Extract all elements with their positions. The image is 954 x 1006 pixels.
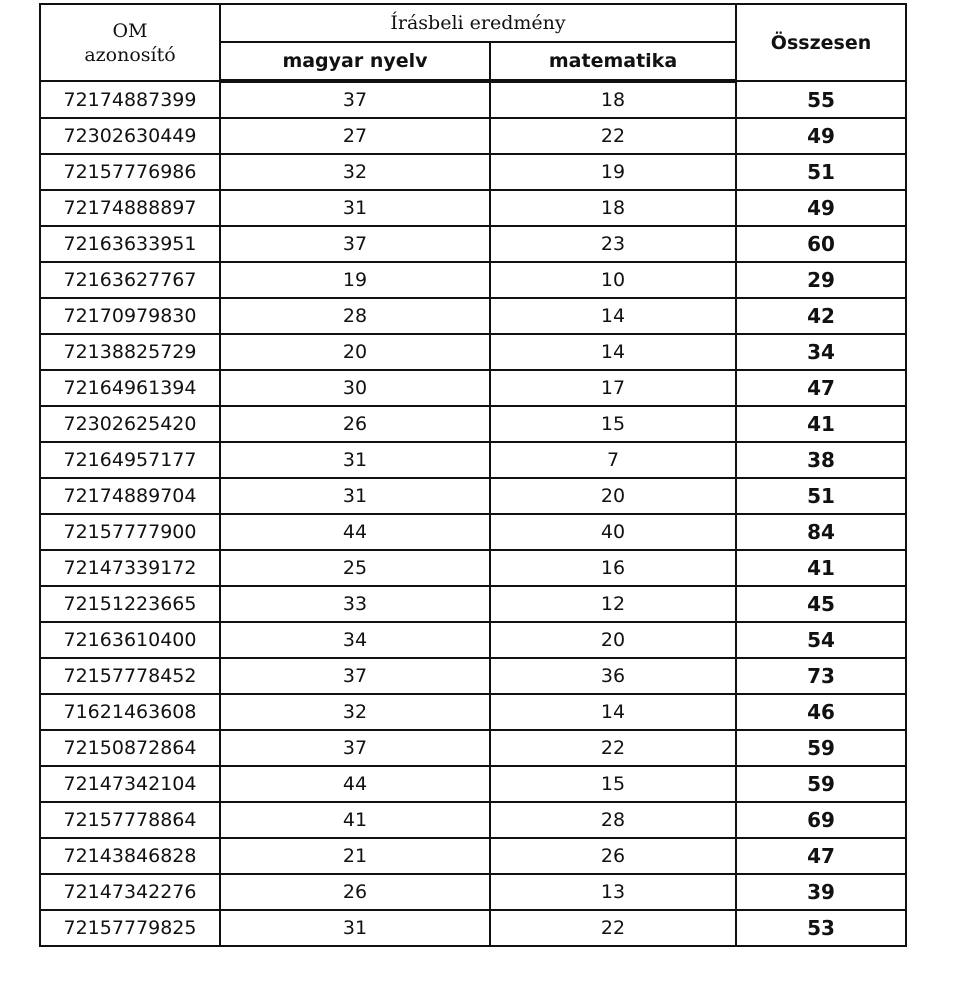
total-score-cell: 45 [736, 586, 906, 622]
math-score-cell: 19 [490, 154, 736, 190]
math-score-cell: 16 [490, 550, 736, 586]
math-score-cell: 13 [490, 874, 736, 910]
table-row [40, 298, 906, 334]
math-score-cell: 26 [490, 838, 736, 874]
total-score-cell: 69 [736, 802, 906, 838]
results-table-container [39, 3, 905, 947]
total-score-cell: 34 [736, 334, 906, 370]
table-row [40, 262, 906, 298]
total-score-cell: 84 [736, 514, 906, 550]
om-id-cell: 72174888897 [40, 190, 220, 226]
om-id-cell: 72157778452 [40, 658, 220, 694]
total-header: Összesen [736, 4, 906, 81]
hungarian-score-cell: 41 [220, 802, 490, 838]
table-row [40, 190, 906, 226]
total-score-cell: 46 [736, 694, 906, 730]
math-score-cell: 22 [490, 730, 736, 766]
total-score-cell: 29 [736, 262, 906, 298]
table-header [40, 4, 906, 81]
hungarian-score-cell: 32 [220, 694, 490, 730]
hungarian-score-cell: 21 [220, 838, 490, 874]
om-id-cell: 72150872864 [40, 730, 220, 766]
math-score-cell: 10 [490, 262, 736, 298]
table-row [40, 658, 906, 694]
table-row [40, 118, 906, 154]
hungarian-score-cell: 19 [220, 262, 490, 298]
results-table [39, 3, 907, 947]
math-score-cell: 15 [490, 766, 736, 802]
om-id-cell: 72147339172 [40, 550, 220, 586]
om-id-cell: 72157776986 [40, 154, 220, 190]
math-score-cell: 14 [490, 694, 736, 730]
table-row [40, 442, 906, 478]
total-score-cell: 39 [736, 874, 906, 910]
table-row [40, 838, 906, 874]
hungarian-score-cell: 37 [220, 226, 490, 262]
math-score-cell: 18 [490, 81, 736, 118]
total-score-cell: 38 [736, 442, 906, 478]
table-row [40, 694, 906, 730]
hungarian-score-cell: 26 [220, 406, 490, 442]
om-id-cell: 72163610400 [40, 622, 220, 658]
om-id-cell: 72302625420 [40, 406, 220, 442]
math-score-cell: 17 [490, 370, 736, 406]
hungarian-score-cell: 28 [220, 298, 490, 334]
om-header-line2: azonosító [84, 43, 176, 66]
om-id-cell: 72157777900 [40, 514, 220, 550]
hungarian-score-cell: 37 [220, 730, 490, 766]
table-row [40, 622, 906, 658]
om-id-cell: 71621463608 [40, 694, 220, 730]
hungarian-score-cell: 27 [220, 118, 490, 154]
hungarian-score-cell: 32 [220, 154, 490, 190]
table-row [40, 586, 906, 622]
total-score-cell: 60 [736, 226, 906, 262]
om-id-cell: 72151223665 [40, 586, 220, 622]
hungarian-score-cell: 44 [220, 514, 490, 550]
hungarian-score-cell: 25 [220, 550, 490, 586]
math-score-cell: 14 [490, 298, 736, 334]
math-score-cell: 28 [490, 802, 736, 838]
table-row [40, 334, 906, 370]
table-row [40, 370, 906, 406]
hungarian-score-cell: 37 [220, 81, 490, 118]
total-score-cell: 49 [736, 118, 906, 154]
math-score-cell: 23 [490, 226, 736, 262]
hungarian-score-cell: 37 [220, 658, 490, 694]
total-score-cell: 54 [736, 622, 906, 658]
total-score-cell: 49 [736, 190, 906, 226]
hungarian-score-cell: 30 [220, 370, 490, 406]
total-score-cell: 59 [736, 730, 906, 766]
table-row [40, 406, 906, 442]
om-id-cell: 72138825729 [40, 334, 220, 370]
om-id-cell: 72143846828 [40, 838, 220, 874]
math-score-cell: 40 [490, 514, 736, 550]
om-header-line1: OM [112, 19, 148, 42]
om-id-cell: 72147342276 [40, 874, 220, 910]
table-row [40, 730, 906, 766]
table-row [40, 226, 906, 262]
total-score-cell: 42 [736, 298, 906, 334]
total-score-cell: 51 [736, 154, 906, 190]
math-score-cell: 7 [490, 442, 736, 478]
hungarian-score-cell: 26 [220, 874, 490, 910]
om-id-cell: 72157779825 [40, 910, 220, 946]
math-score-cell: 22 [490, 118, 736, 154]
hungarian-score-cell: 31 [220, 478, 490, 514]
total-score-cell: 59 [736, 766, 906, 802]
total-score-cell: 53 [736, 910, 906, 946]
math-score-cell: 18 [490, 190, 736, 226]
table-row [40, 478, 906, 514]
om-id-cell: 72174887399 [40, 81, 220, 118]
total-score-cell: 41 [736, 550, 906, 586]
table-row [40, 81, 906, 118]
hungarian-score-cell: 33 [220, 586, 490, 622]
hungarian-score-cell: 31 [220, 910, 490, 946]
table-row [40, 874, 906, 910]
om-id-header [40, 4, 220, 81]
math-score-cell: 20 [490, 622, 736, 658]
hungarian-score-cell: 44 [220, 766, 490, 802]
written-results-header: Írásbeli eredmény [220, 4, 736, 42]
math-header: matematika [490, 42, 736, 81]
om-id-cell: 72163627767 [40, 262, 220, 298]
math-score-cell: 36 [490, 658, 736, 694]
table-body [40, 81, 906, 946]
om-id-cell: 72164961394 [40, 370, 220, 406]
hungarian-score-cell: 31 [220, 442, 490, 478]
om-id-cell: 72164957177 [40, 442, 220, 478]
hungarian-score-cell: 31 [220, 190, 490, 226]
om-id-cell: 72170979830 [40, 298, 220, 334]
math-score-cell: 20 [490, 478, 736, 514]
table-row [40, 802, 906, 838]
table-row [40, 910, 906, 946]
om-id-cell: 72147342104 [40, 766, 220, 802]
om-id-cell: 72302630449 [40, 118, 220, 154]
math-score-cell: 15 [490, 406, 736, 442]
math-score-cell: 22 [490, 910, 736, 946]
total-score-cell: 47 [736, 838, 906, 874]
total-score-cell: 51 [736, 478, 906, 514]
hungarian-score-cell: 20 [220, 334, 490, 370]
total-score-cell: 55 [736, 81, 906, 118]
math-score-cell: 12 [490, 586, 736, 622]
header-row-top [40, 4, 906, 42]
table-row [40, 550, 906, 586]
om-id-cell: 72157778864 [40, 802, 220, 838]
om-id-cell: 72163633951 [40, 226, 220, 262]
table-row [40, 766, 906, 802]
table-row [40, 154, 906, 190]
total-score-cell: 47 [736, 370, 906, 406]
total-score-cell: 73 [736, 658, 906, 694]
math-score-cell: 14 [490, 334, 736, 370]
total-score-cell: 41 [736, 406, 906, 442]
hungarian-header: magyar nyelv [220, 42, 490, 81]
hungarian-score-cell: 34 [220, 622, 490, 658]
table-row [40, 514, 906, 550]
om-id-cell: 72174889704 [40, 478, 220, 514]
